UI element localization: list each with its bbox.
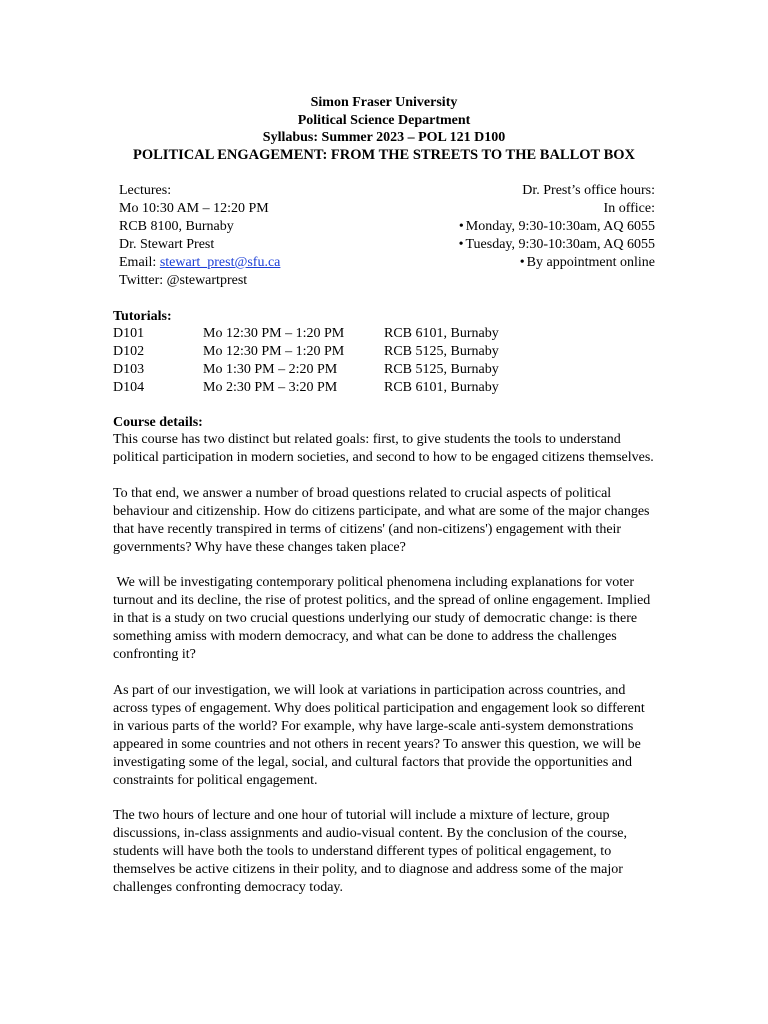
tutorials-heading: Tutorials: bbox=[113, 309, 172, 324]
tutorial-room: RCB 5125, Burnaby bbox=[384, 344, 499, 359]
course-title: POLITICAL ENGAGEMENT: FROM THE STREETS TO THE BALLOT BOX bbox=[133, 146, 635, 163]
office-hours-item: • Monday, 9:30-10:30am, AQ 6055 bbox=[459, 218, 655, 236]
tutorial-section: D101 bbox=[113, 326, 145, 341]
tutorial-room: RCB 5125, Burnaby bbox=[384, 362, 499, 377]
email-line bbox=[119, 254, 280, 272]
tutorial-room: RCB 6101, Burnaby bbox=[384, 326, 499, 341]
tutorial-room: RCB 6101, Burnaby bbox=[384, 380, 499, 395]
syllabus-line: Syllabus: Summer 2023 – POL 121 D100 bbox=[262, 130, 506, 145]
lecture-time: Mo 10:30 AM – 12:20 PM bbox=[119, 201, 269, 216]
course-details-section bbox=[113, 414, 658, 897]
course-paragraph: As part of our investigation, we will look at variations in participation across countries, and across types of engagement. Why does political participation and engagement look so different in various parts of the world? For example, why have large-scale anti-system demonstrations appeared in some countries and not others in recent years? To answer this question, we will be investigating some of the legal, social, and cultural factors that provide the opportunities and constraints for political engagement. bbox=[113, 682, 645, 788]
office-hours-item: • Tuesday, 9:30-10:30am, AQ 6055 bbox=[459, 236, 655, 254]
tutorial-row bbox=[113, 343, 534, 361]
office-hours-item: • By appointment online bbox=[459, 254, 655, 272]
course-details-heading: Course details: bbox=[113, 415, 203, 430]
tutorial-section: D102 bbox=[113, 344, 145, 359]
course-paragraph: To that end, we answer a number of broad questions related to crucial aspects of political behaviour and citizenship. How do citizens participate, and what are some of the major changes that have recently transpired in terms of citizens' (and non-citizens') engagement with their governments? Why have these changes taken place? bbox=[113, 485, 650, 555]
department-name: Political Science Department bbox=[297, 112, 471, 128]
twitter-handle: Twitter: @stewartprest bbox=[119, 273, 248, 288]
lecture-location: RCB 8100, Burnaby bbox=[119, 219, 234, 234]
office-hours bbox=[459, 182, 655, 272]
in-office-label: In office: bbox=[603, 201, 655, 216]
tutorial-time: Mo 1:30 PM – 2:20 PM bbox=[203, 362, 338, 377]
instructor-name: Dr. Stewart Prest bbox=[119, 237, 215, 252]
email-label: Email: bbox=[119, 255, 160, 270]
tutorials-section bbox=[113, 308, 534, 397]
course-paragraph: This course has two distinct but related goals: first, to give students the tools to understand political participation in modern societies, and second to how to be engaged citizens themselves. bbox=[113, 432, 654, 465]
email-link[interactable]: stewart_prest@sfu.ca bbox=[159, 255, 281, 270]
university-name: Simon Fraser University bbox=[310, 95, 458, 110]
lectures-label: Lectures: bbox=[119, 183, 172, 198]
course-paragraph: The two hours of lecture and one hour of tutorial will include a mixture of lecture, group discussions, in-class assignments and audio-visual content. By the conclusion of the course, students will have both the tools to understand different types of political engagement, to themselves be active citizens in their polity, and to diagnose and address some of the major challenges confronting democracy today. bbox=[113, 808, 628, 895]
tutorial-section: D104 bbox=[113, 380, 145, 395]
tutorial-row bbox=[113, 379, 534, 397]
tutorial-time: Mo 12:30 PM – 1:20 PM bbox=[203, 344, 345, 359]
tutorial-time: Mo 2:30 PM – 3:20 PM bbox=[203, 380, 338, 395]
document-header bbox=[0, 94, 768, 164]
tutorial-section: D103 bbox=[113, 362, 145, 377]
lecture-info bbox=[119, 182, 280, 290]
tutorial-row bbox=[113, 361, 534, 379]
course-paragraph: We will be investigating contemporary political phenomena including explanations for voter turnout and its decline, the rise of protest politics, and the spread of online engagement. Implied in that is a study on two crucial questions underlying our study of democratic change: is there something amiss with modern democracy, and what can be done to address the challenges confronting it? bbox=[113, 575, 654, 662]
tutorial-time: Mo 12:30 PM – 1:20 PM bbox=[203, 326, 345, 341]
office-hours-title: Dr. Prest’s office hours: bbox=[522, 183, 655, 198]
tutorial-row bbox=[113, 325, 534, 343]
